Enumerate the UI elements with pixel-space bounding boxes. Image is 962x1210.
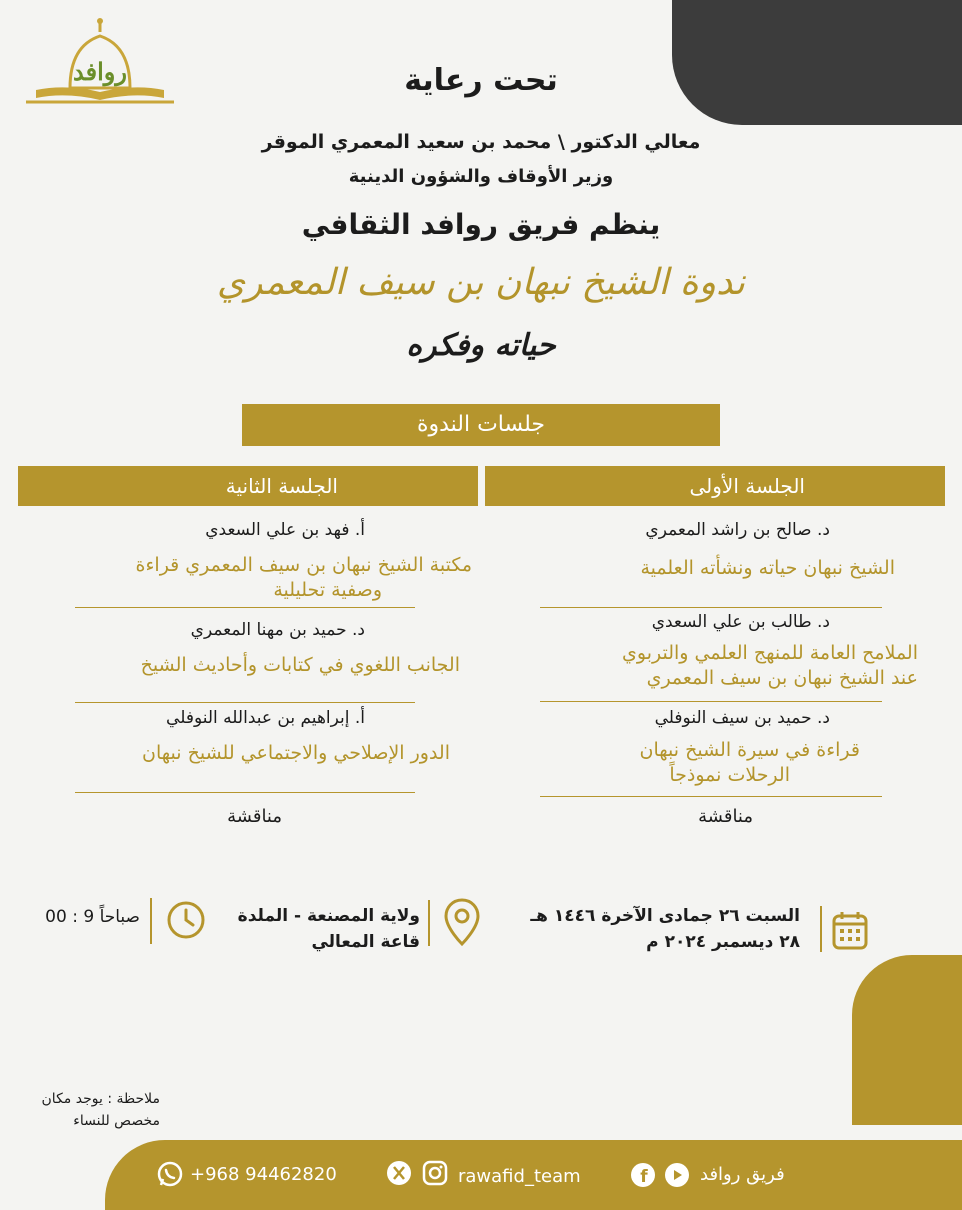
session2-speaker-3: أ. إبراهيم بن عبدالله النوفلي (166, 708, 365, 728)
divider (540, 701, 882, 702)
session1-topic-3-line1: قراءة في سيرة الشيخ نبهان (639, 739, 860, 761)
session2-topic-2: الجانب اللغوي في كتابات وأحاديث الشيخ (140, 654, 460, 676)
facebook-icon[interactable] (630, 1162, 656, 1192)
youtube-icon[interactable] (664, 1162, 690, 1192)
event-place (220, 903, 420, 955)
instagram-icon[interactable] (422, 1160, 448, 1190)
session1-speaker-2: د. طالب بن علي السعدي (651, 612, 830, 632)
date-line1: السبت ٢٦ جمادى الآخرة ١٤٤٦ هـ (530, 906, 800, 926)
session2-header (18, 466, 478, 506)
date-line2: ٢٨ ديسمبر ٢٠٢٤ م (646, 932, 800, 952)
clock-icon (166, 900, 206, 944)
divider (75, 792, 415, 793)
session1-header (485, 466, 945, 506)
session2-topic-1-line2: وصفية تحليلية (273, 579, 382, 601)
separator (150, 898, 152, 944)
separator (428, 900, 430, 946)
session2-speaker-1: أ. فهد بن علي السعدي (205, 520, 365, 540)
session2-topic-3: الدور الإصلاحي والاجتماعي للشيخ نبهان (142, 742, 450, 764)
divider (540, 796, 882, 797)
session1-topic-1: الشيخ نبهان حياته ونشأته العلمية (640, 557, 895, 579)
session2-discussion: مناقشة (227, 806, 282, 827)
note-line1: ملاحظة : يوجد مكان (41, 1091, 160, 1107)
sponsor-title: وزير الأوقاف والشؤون الدينية (348, 166, 614, 187)
logo-text: روافد (73, 57, 127, 86)
team-name: فريق روافد (700, 1164, 785, 1185)
svg-text:f: f (640, 1167, 648, 1187)
session2-title: الجلسة الثانية (225, 474, 338, 498)
location-pin-icon (444, 898, 480, 952)
event-date (500, 903, 800, 955)
sessions-banner: جلسات الندوة (242, 404, 720, 446)
organizer: ينظم فريق روافد الثقافي (301, 208, 661, 241)
sponsor-name: معالي الدكتور \ محمد بن سعيد المعمري الموقر (261, 131, 701, 153)
symposium-subtitle: حياته وفكره (406, 328, 556, 363)
whatsapp-icon[interactable] (156, 1160, 184, 1192)
social-handle[interactable]: rawafid_team (458, 1166, 581, 1187)
phone-number[interactable]: +968 94462820 (190, 1164, 337, 1185)
place-line1: ولاية المصنعة - الملدة (237, 906, 420, 926)
place-line2: قاعة المعالي (311, 932, 420, 952)
session1-speaker-3: د. حميد بن سيف النوفلي (654, 708, 830, 728)
symposium-title: ندوة الشيخ نبهان بن سيف المعمري (216, 262, 746, 303)
event-time: 00 : 9 صباحاً (45, 907, 140, 927)
note (10, 1088, 160, 1132)
session1-topic-2-line1: الملامح العامة للمنهج العلمي والتربوي (622, 642, 918, 664)
session1-topic-2-line2: عند الشيخ نبهان بن سيف المعمري (646, 667, 918, 689)
session1-discussion: مناقشة (698, 806, 753, 827)
session2-topic-1-line1: مكتبة الشيخ نبهان بن سيف المعمري قراءة (135, 554, 472, 576)
under-patronage: تحت رعاية (404, 63, 558, 98)
x-twitter-icon[interactable] (386, 1160, 412, 1190)
calendar-icon (832, 910, 868, 954)
session1-title: الجلسة الأولى (689, 474, 805, 498)
note-line2: مخصص للنساء (73, 1113, 160, 1129)
session1-speaker-1: د. صالح بن راشد المعمري (645, 520, 830, 540)
divider (540, 607, 882, 608)
session2-speaker-2: د. حميد بن مهنا المعمري (190, 620, 365, 640)
separator (820, 906, 822, 952)
session1-topic-3-line2: الرحلات نموذجاً (669, 764, 790, 786)
right-gold-shape (852, 955, 962, 1125)
divider (75, 607, 415, 608)
divider (75, 702, 415, 703)
